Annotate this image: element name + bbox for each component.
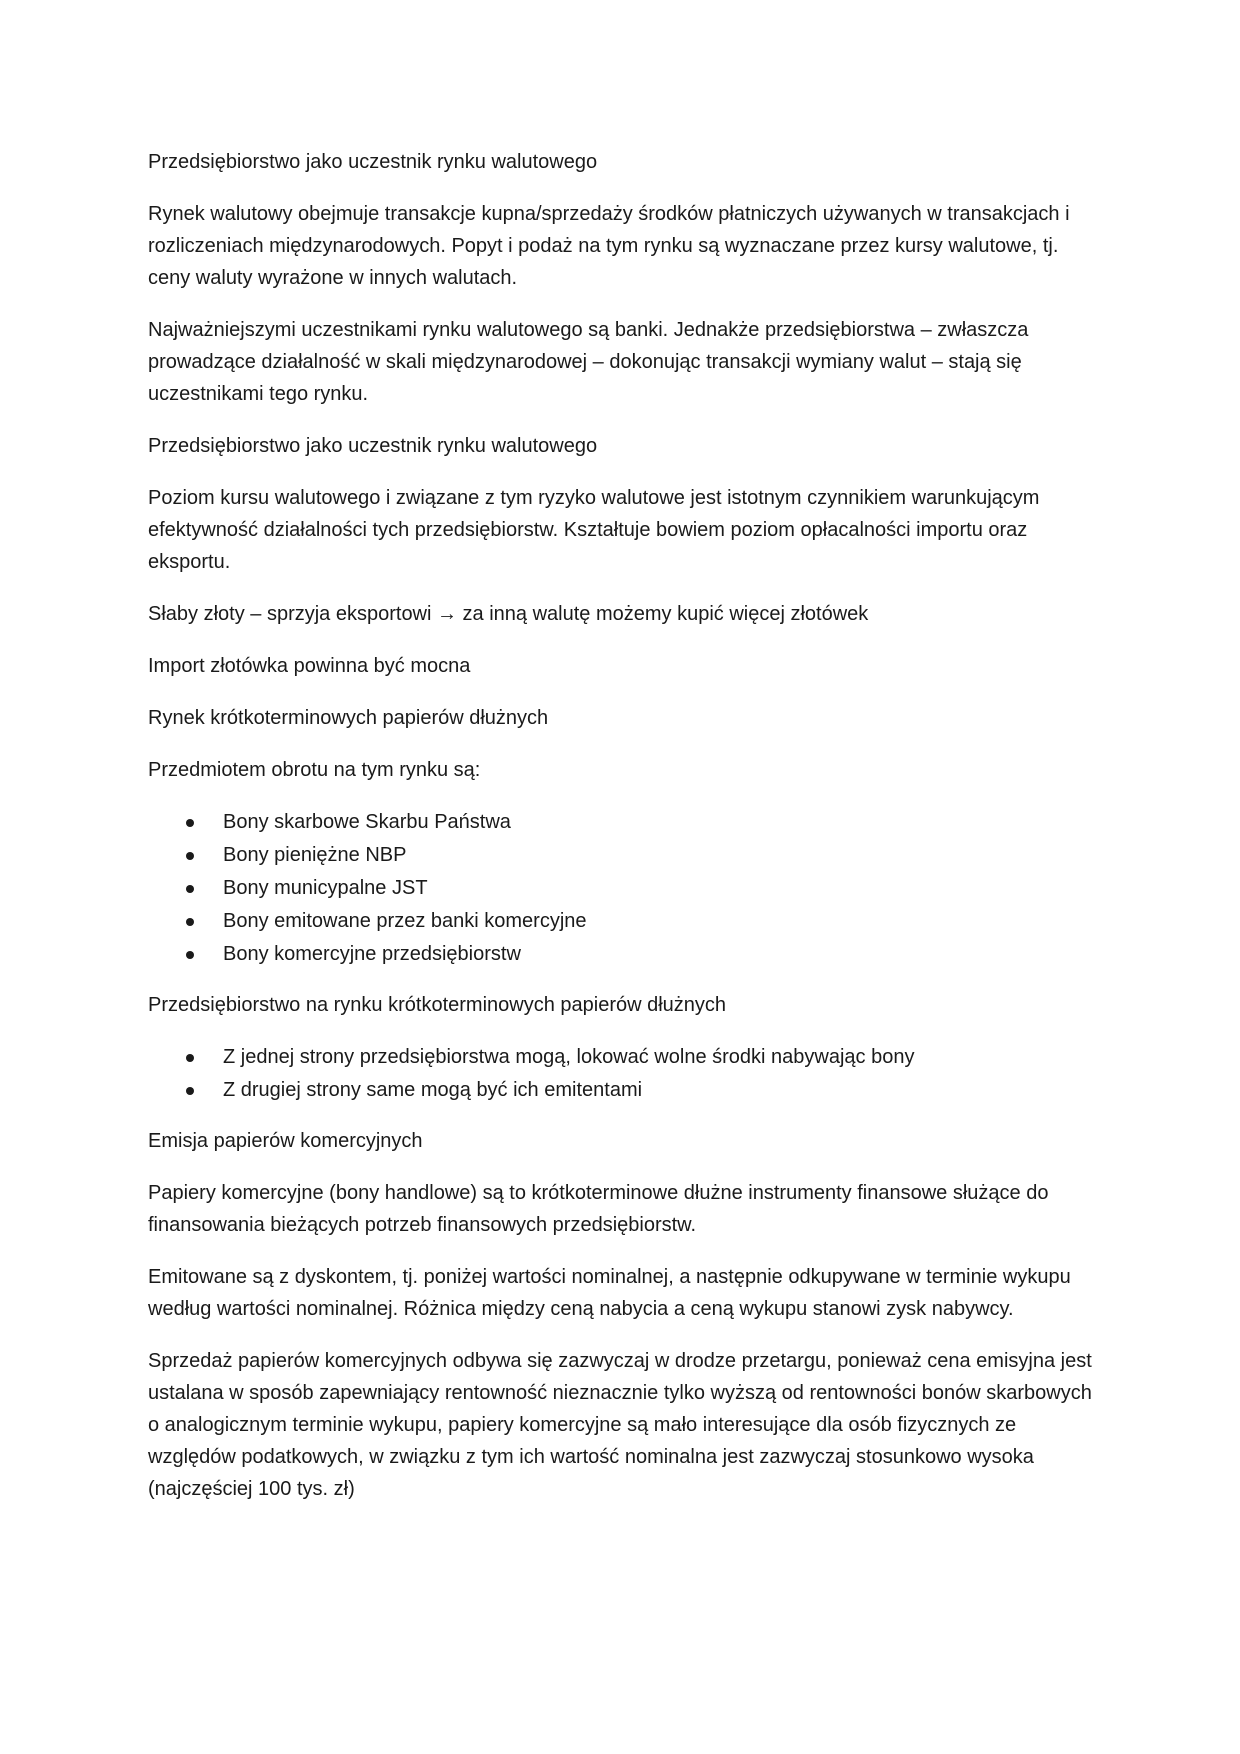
paragraph-market-participants: Najważniejszymi uczestnikami rynku walutowego są banki. Jednakże przedsiębiorstwa – zwłaszcza prowadzące działalność w skali międzynarodowej – dokonując transakcji wymiany walut – stają się uczestnikami tego rynku.: [148, 319, 1029, 405]
list-item: Bony municypalne JST: [223, 872, 1100, 905]
paragraph-subject-of-trade: Przedmiotem obrotu na tym rynku są:: [148, 759, 481, 781]
paragraph-discount-issue: Emitowane są z dyskontem, tj. poniżej wartości nominalnej, a następnie odkupywane w terminie wykupu według wartości nominalnej. Różnica między ceną nabycia a ceną wykupu stanowi zysk nabywcy.: [148, 1266, 1071, 1320]
bullet-icon: [186, 885, 194, 893]
bullet-icon: [186, 819, 194, 827]
list-item: Z jednej strony przedsiębiorstwa mogą, lokować wolne środki nabywając bony: [223, 1041, 1100, 1074]
list-item: Bony komercyjne przedsiębiorstw: [223, 938, 1100, 971]
bullet-icon: [186, 852, 194, 860]
document-body: [148, 146, 1100, 1525]
bullet-icon: [186, 1087, 194, 1095]
heading-commercial-paper-issue: Emisja papierów komercyjnych: [148, 1130, 423, 1152]
heading-short-term-debt-market: Rynek krótkoterminowych papierów dłużnych: [148, 707, 549, 729]
bullet-icon: [186, 918, 194, 926]
paragraph-currency-market-definition: Rynek walutowy obejmuje transakcje kupna/sprzedaży środków płatniczych używanych w transakcjach i rozliczeniach międzynarodowych. Popyt i podaż na tym rynku są wyznaczane przez kursy walutowe, tj. ceny waluty wyrażone w innych walutach.: [148, 203, 1070, 289]
list-item: Z drugiej strony same mogą być ich emitentami: [223, 1074, 1100, 1107]
paragraph-commercial-paper-definition: Papiery komercyjne (bony handlowe) są to krótkoterminowe dłużne instrumenty finansowe służące do finansowania bieżących potrzeb finansowych przedsiębiorstw.: [148, 1182, 1049, 1236]
paragraph-weak-zloty: Słaby złoty – sprzyja eksportowi → za inną walutę możemy kupić więcej złotówek: [148, 603, 869, 625]
bullet-icon: [186, 1054, 194, 1062]
paragraph-exchange-rate-level: Poziom kursu walutowego i związane z tym ryzyko walutowe jest istotnym czynnikiem warunkującym efektywność działalności tych przedsiębiorstw. Kształtuje bowiem poziom opłacalności importu oraz eksportu.: [148, 487, 1040, 573]
list-item: Bony pieniężne NBP: [223, 839, 1100, 872]
heading-currency-market-participant-repeat: Przedsiębiorstwo jako uczestnik rynku walutowego: [148, 435, 598, 457]
enterprise-roles-list: [148, 1041, 1100, 1107]
list-item: Bony emitowane przez banki komercyjne: [223, 905, 1100, 938]
heading-enterprise-on-debt-market: Przedsiębiorstwo na rynku krótkoterminowych papierów dłużnych: [148, 994, 727, 1016]
paragraph-sale-by-tender: Sprzedaż papierów komercyjnych odbywa się zazwyczaj w drodze przetargu, ponieważ cena emisyjna jest ustalana w sposób zapewniający rentowność nieznacznie tylko wyższą od rentowności bonów skarbowych o analogicznym terminie wykupu, papiery komercyjne są mało interesujące dla osób fizycznych ze względów podatkowych, w związku z tym ich wartość nominalna jest zazwyczaj stosunkowo wysoka (najczęściej 100 tys. zł): [148, 1350, 1092, 1500]
bullet-icon: [186, 951, 194, 959]
heading-currency-market-participant: Przedsiębiorstwo jako uczestnik rynku walutowego: [148, 151, 598, 173]
list-item: Bony skarbowe Skarbu Państwa: [223, 806, 1100, 839]
paragraph-import-strong-zloty: Import złotówka powinna być mocna: [148, 655, 471, 677]
bond-types-list: [148, 806, 1100, 971]
